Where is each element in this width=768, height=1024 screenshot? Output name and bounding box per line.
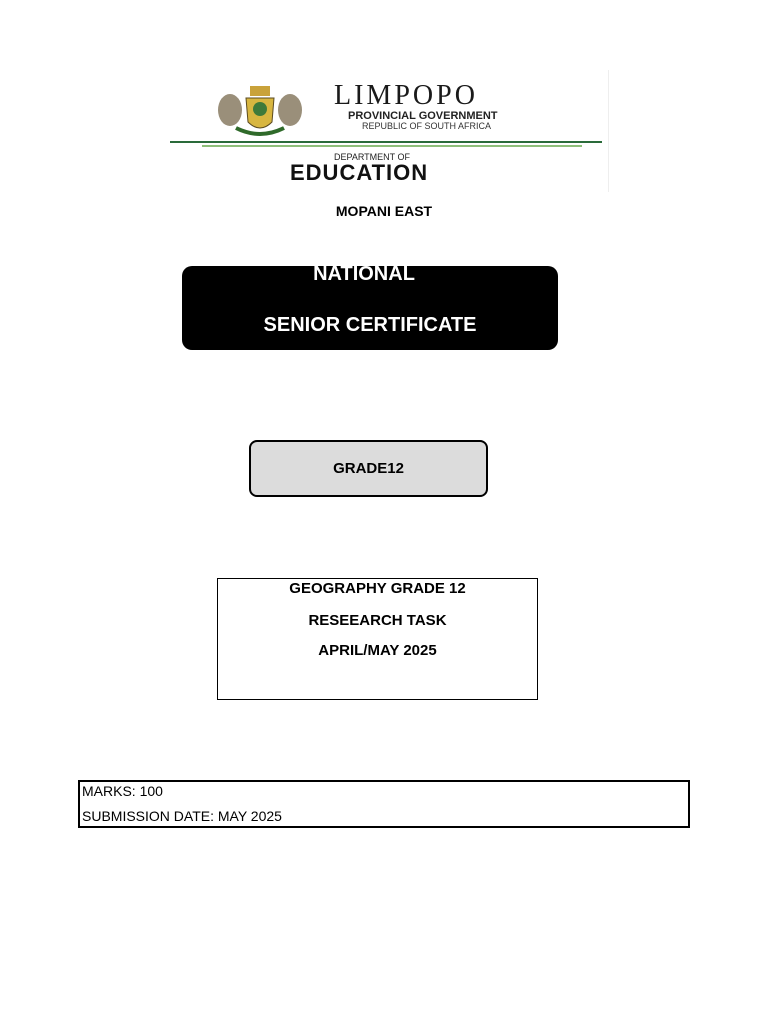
- task-info-box: [217, 578, 538, 700]
- marks-table: [78, 780, 690, 828]
- grade-label: GRADE12: [249, 440, 488, 497]
- logo-republic: REPUBLIC OF SOUTH AFRICA: [362, 121, 492, 131]
- logo-department: DEPARTMENT OF: [334, 152, 411, 162]
- logo-divider: [170, 141, 602, 143]
- submission-date: SUBMISSION DATE: MAY 2025: [82, 808, 282, 824]
- task-subject: GEOGRAPHY GRADE 12: [289, 580, 466, 597]
- logo-education: EDUCATION: [290, 160, 429, 185]
- certificate-banner: [182, 263, 558, 350]
- marks-total: MARKS: 100: [82, 783, 163, 799]
- certificate-line-1: NATIONAL: [313, 263, 415, 285]
- district-name: MOPANI EAST: [335, 203, 433, 219]
- task-session: APRIL/MAY 2025: [318, 642, 437, 659]
- logo-subtitle: PROVINCIAL GOVERNMENT: [348, 110, 498, 122]
- coat-of-arms-icon: [210, 78, 310, 140]
- limpopo-education-logo: [162, 70, 609, 192]
- certificate-line-2: SENIOR CERTIFICATE: [263, 314, 477, 336]
- logo-divider-light: [202, 145, 582, 147]
- logo-title: LIMPOPO: [334, 80, 478, 111]
- task-type: RESEEARCH TASK: [308, 612, 447, 629]
